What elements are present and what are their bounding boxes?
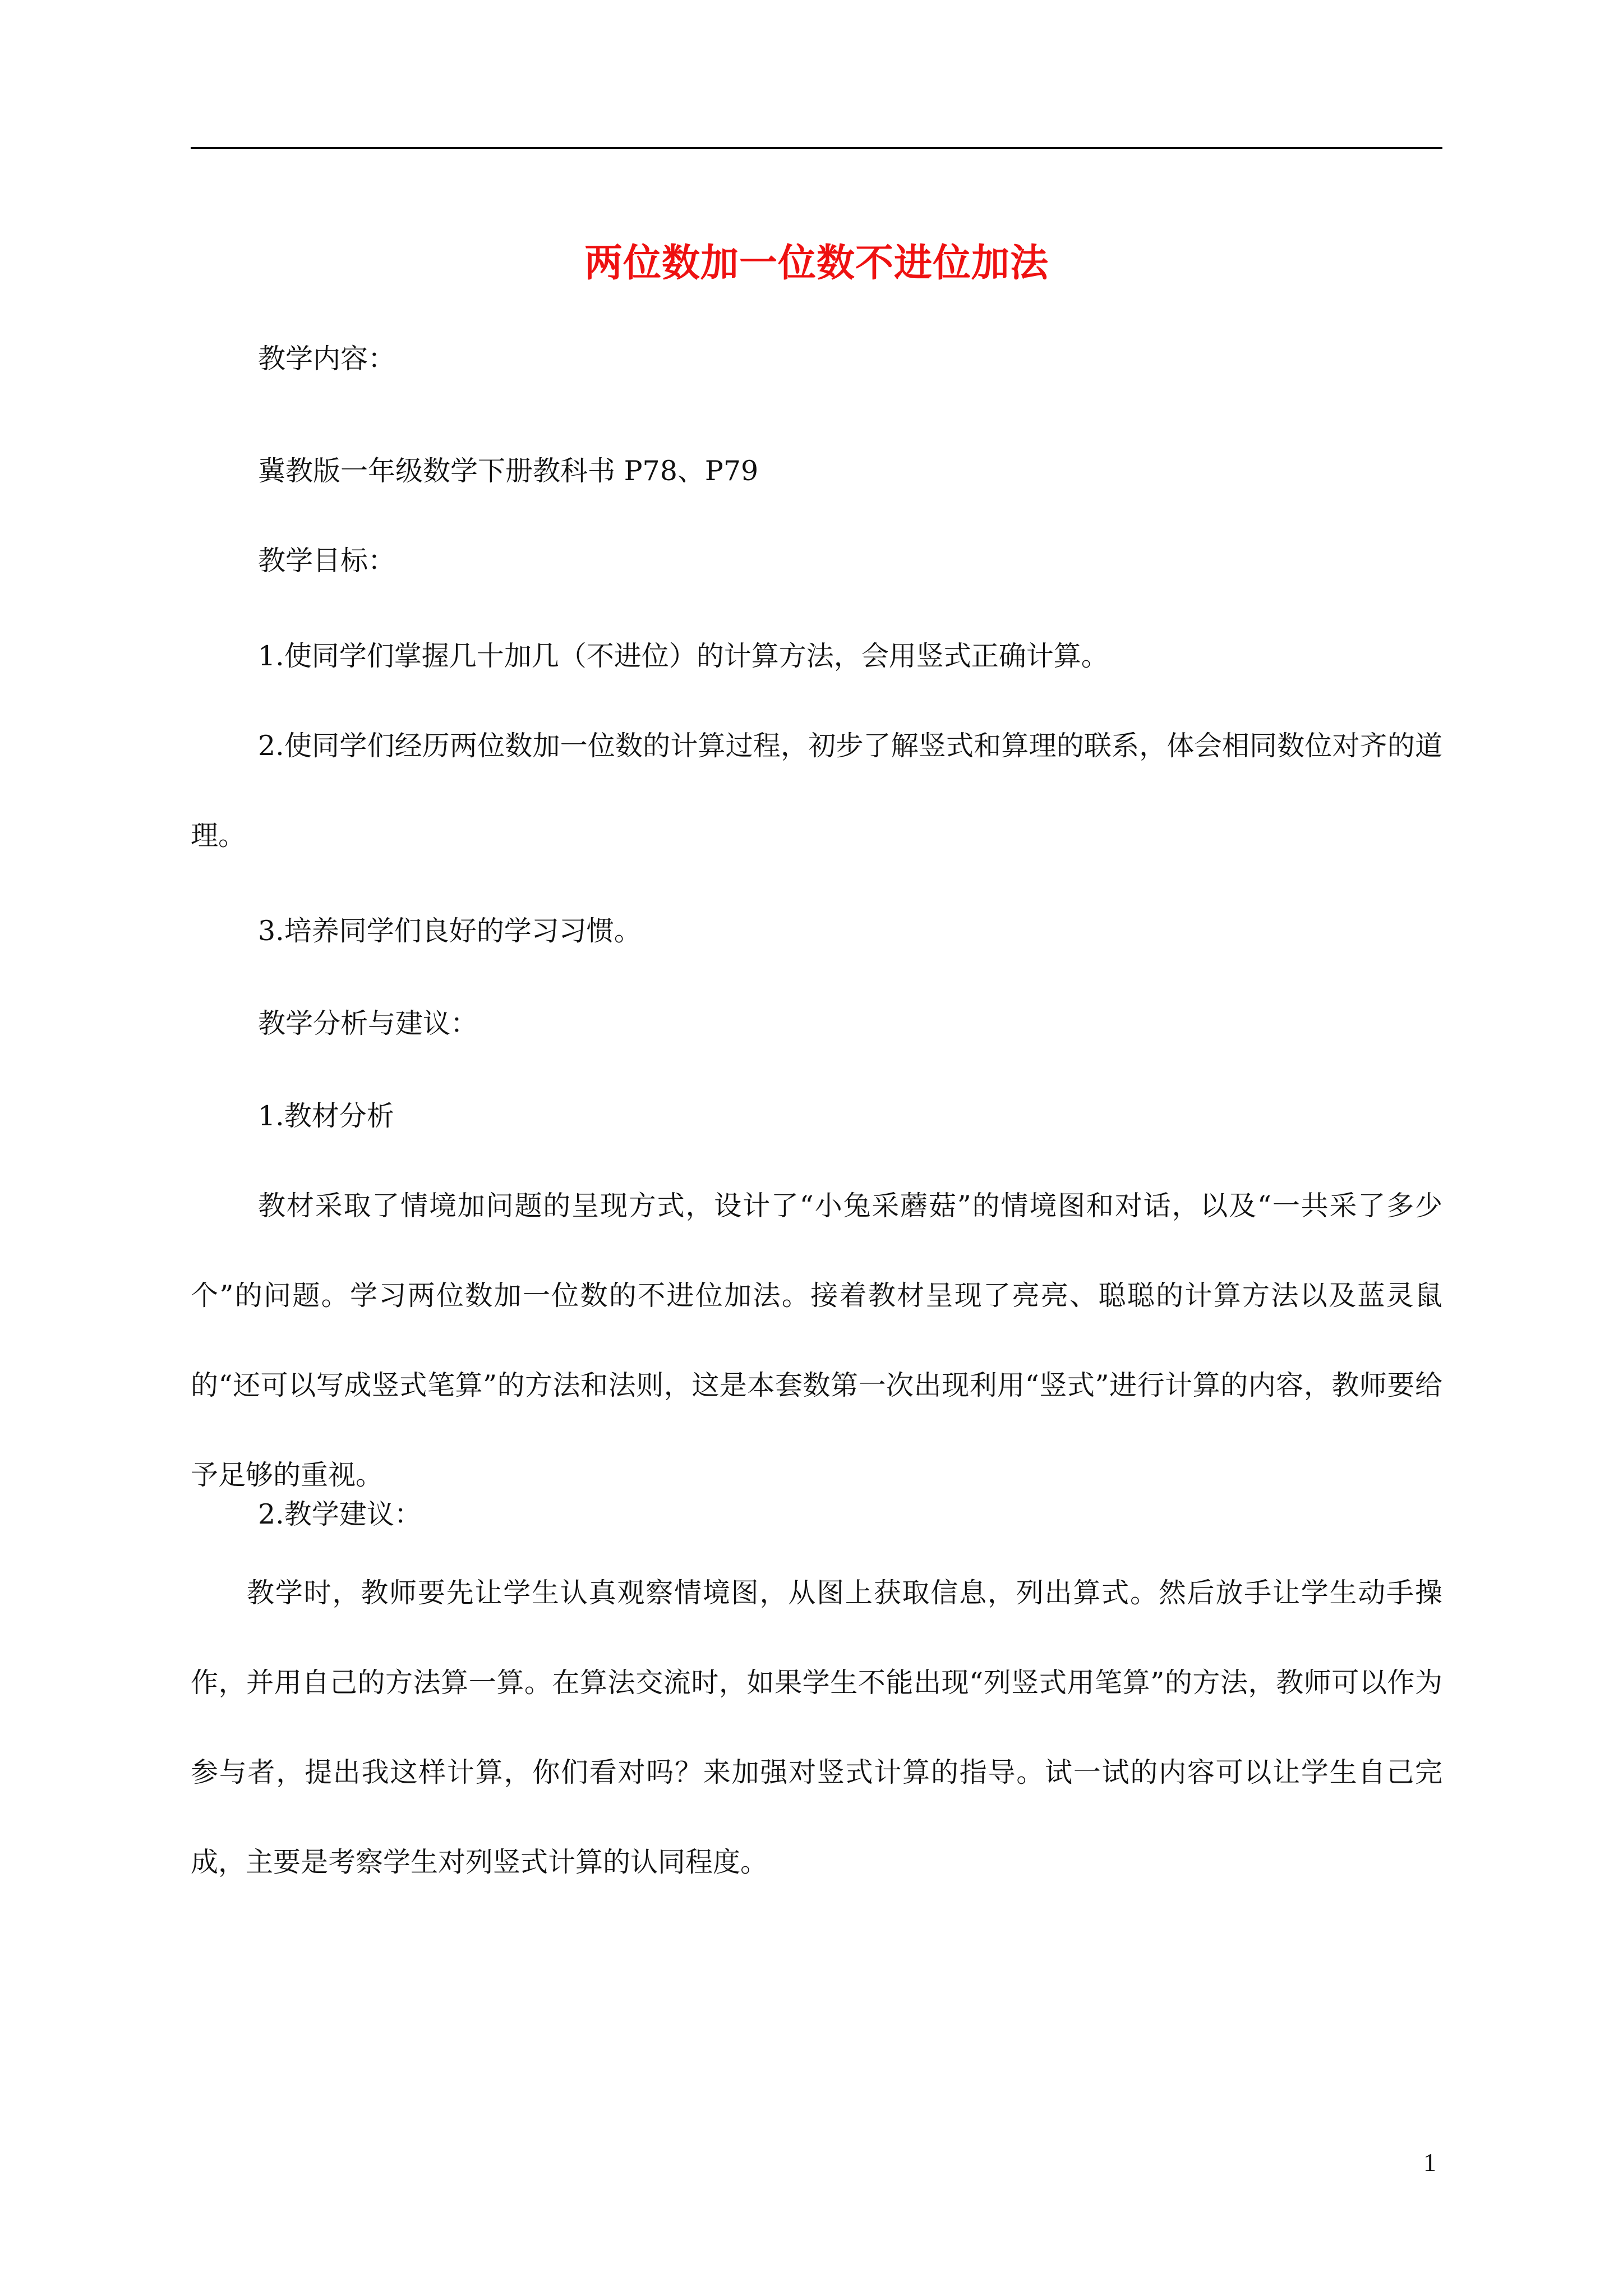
header-rule xyxy=(191,147,1442,149)
page-number: 1 xyxy=(1423,2148,1436,2177)
analysis-text: 教材采取了情境加问题的呈现方式，设计了“小兔采蘑菇”的情境图和对话，以及“一共采了多少个”的问题。学习两位数加一位数的不进位加法。接着教材呈现了亮亮、聪聪的计算方法以及蓝灵鼠的“还可以写成竖式笔算”的方法和法则，这是本套数第一次出现利用“竖式”进行计算的内容，教师要给予足够的重视。 xyxy=(191,1190,1442,1491)
content-text: 冀教版一年级数学下册教科书 P78、P79 xyxy=(258,455,759,487)
content-heading: 教学内容： xyxy=(258,343,396,375)
analysis-heading: 教学分析与建议： xyxy=(258,1007,478,1039)
suggestion-text: 教学时，教师要先让学生认真观察情境图，从图上获取信息，列出算式。然后放手让学生动手操作，并用自己的方法算一算。在算法交流时，如果学生不能出现“列竖式用笔算”的方法，教师可以作为参与者，提出我这样计算，你们看对吗？来加强对竖式计算的指导。试一试的内容可以让学生自己完成，主要是考察学生对列竖式计算的认同程度。 xyxy=(191,1577,1442,1878)
goal-1: 1.使同学们掌握几十加几（不进位）的计算方法，会用竖式正确计算。 xyxy=(258,640,1109,672)
document-title: 两位数加一位数不进位加法 xyxy=(584,241,1049,286)
goal-3: 3.培养同学们良好的学习习惯。 xyxy=(258,915,642,947)
goals-heading: 教学目标： xyxy=(258,545,396,577)
analysis-sub-2: 2.教学建议： xyxy=(258,1498,422,1530)
goal-2: 2.使同学们经历两位数加一位数的计算过程，初步了解竖式和算理的联系，体会相同数位对齐的道理。 xyxy=(191,730,1442,852)
analysis-sub-1: 1.教材分析 xyxy=(258,1100,394,1132)
